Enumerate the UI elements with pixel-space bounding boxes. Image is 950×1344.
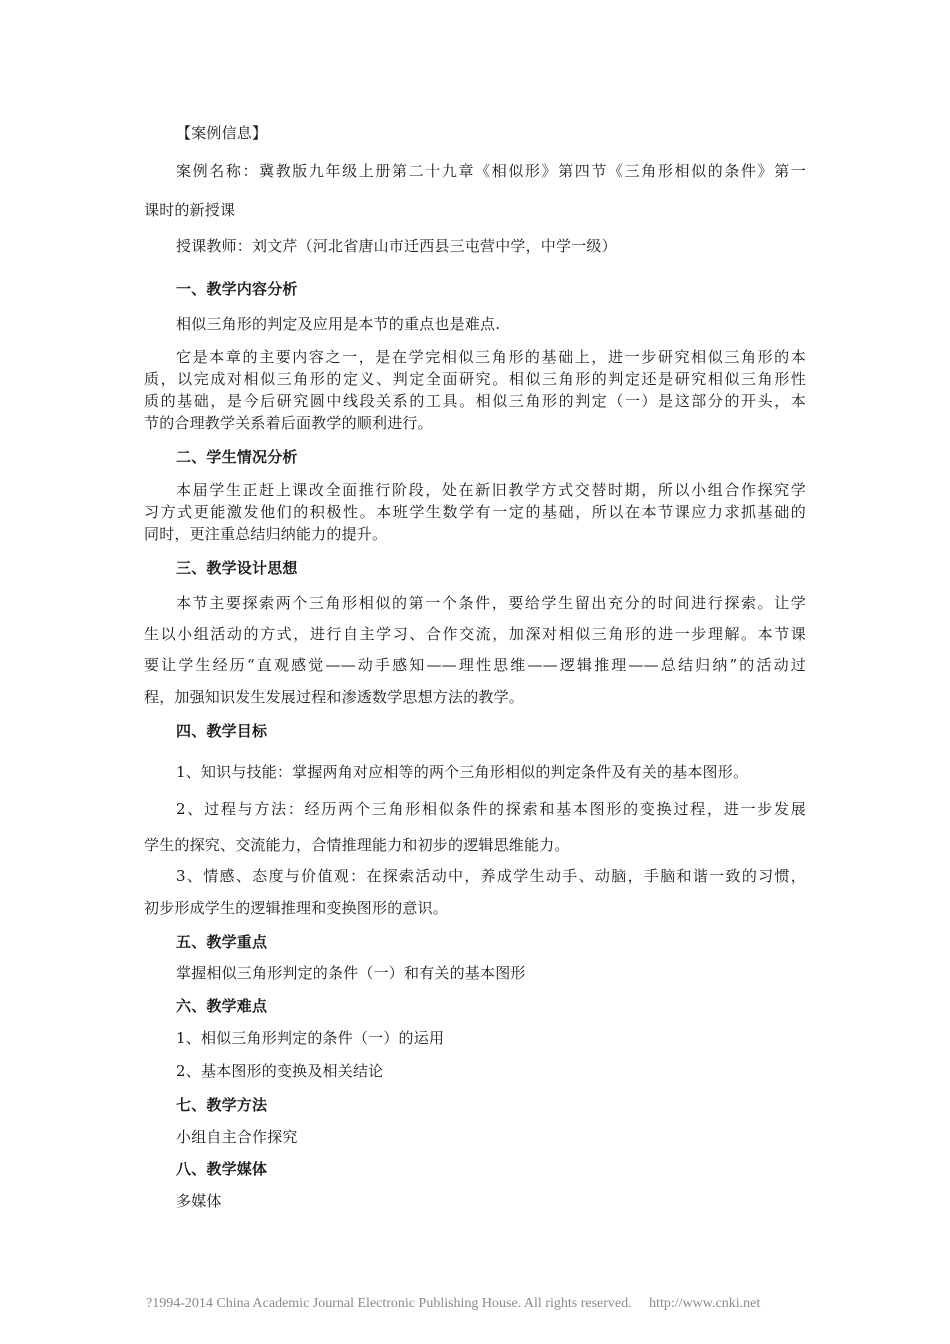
section-1-para-2-line-1: 它是本章的主要内容之一，是在学完相似三角形的基础上，进一步研究相似三角形的本 [176,348,806,366]
section-2-line-1: 本届学生正赶上课改全面推行阶段，处在新旧教学方式交替时期，所以小组合作探究学 [176,481,806,499]
case-info-header: 【案例信息】 [176,124,268,142]
section-1-para-2-line-3: 质的基础，是今后研究圆中线段关系的工具。相似三角形的判定（一）是这部分的开头，本 [144,392,806,410]
goal-2-line-1: 2、过程与方法：经历两个三角形相似条件的探索和基本图形的变换过程，进一步发展 [176,800,806,818]
teacher-line: 授课教师：刘文芹（河北省唐山市迁西县三屯营中学，中学一级） [176,237,617,255]
section-2-title: 二、学生情况分析 [176,448,298,466]
section-6-item-1: 1、相似三角形判定的条件（一）的运用 [176,1029,445,1047]
section-7-content: 小组自主合作探究 [176,1128,298,1146]
section-2-line-3: 同时，更注重总结归纳能力的提升。 [144,525,388,543]
section-3-title: 三、教学设计思想 [176,559,298,577]
section-1-para-2-line-4: 节的合理教学关系着后面教学的顺利进行。 [144,414,433,432]
section-6-item-2: 2、基本图形的变换及相关结论 [176,1062,384,1080]
goal-1: 1、知识与技能：掌握两角对应相等的两个三角形相似的判定条件及有关的基本图形。 [176,763,749,781]
section-8-title: 八、教学媒体 [176,1160,268,1178]
footer-copyright-bar [146,1296,786,1312]
section-2-line-2: 习方式更能激发他们的积极性。本班学生数学有一定的基础，所以在本节课应力求抓基础的 [144,503,806,521]
section-1-title: 一、教学内容分析 [176,280,298,298]
section-1-para-2-line-2: 质，以完成对相似三角形的定义、判定全面研究。相似三角形的判定还是研究相似三角形性 [144,370,806,388]
case-name-line-2: 课时的新授课 [144,201,236,219]
section-3-line-4: 程，加强知识发生发展过程和渗透数学思想方法的教学。 [144,688,525,706]
section-3-line-2: 生以小组活动的方式，进行自主学习、合作交流，加深对相似三角形的进一步理解。本节课 [144,625,806,643]
section-5-content: 掌握相似三角形判定的条件（一）和有关的基本图形 [176,964,526,982]
goal-3-line-1: 3、情感、态度与价值观：在探索活动中，养成学生动手、动脑，手脑和谐一致的习惯， [176,867,806,885]
section-3-line-3: 要让学生经历“直观感觉——动手感知——理性思维——逻辑推理——总结归纳”的活动过 [144,656,806,674]
footer-url[interactable]: http://www.cnki.net [649,1296,761,1311]
section-3-line-1: 本节主要探索两个三角形相似的第一个条件，要给学生留出充分的时间进行探索。让学 [176,594,806,612]
goal-2-line-2: 学生的探究、交流能力，合情推理能力和初步的逻辑思维能力。 [144,836,570,854]
section-4-title: 四、教学目标 [176,722,268,740]
section-7-title: 七、教学方法 [176,1096,268,1114]
section-6-title: 六、教学难点 [176,997,268,1015]
section-5-title: 五、教学重点 [176,933,268,951]
footer-copyright: ?1994-2014 China Academic Journal Electronic Publishing House. All rights reserved. [146,1296,632,1311]
section-1-para-1: 相似三角形的判定及应用是本节的重点也是难点. [176,315,501,333]
goal-3-line-2: 初步形成学生的逻辑推理和变换图形的意识。 [144,899,449,917]
case-name-line-1: 案例名称：冀教版九年级上册第二十九章《相似形》第四节《三角形相似的条件》第一 [176,162,806,180]
section-8-content: 多媒体 [176,1192,222,1210]
